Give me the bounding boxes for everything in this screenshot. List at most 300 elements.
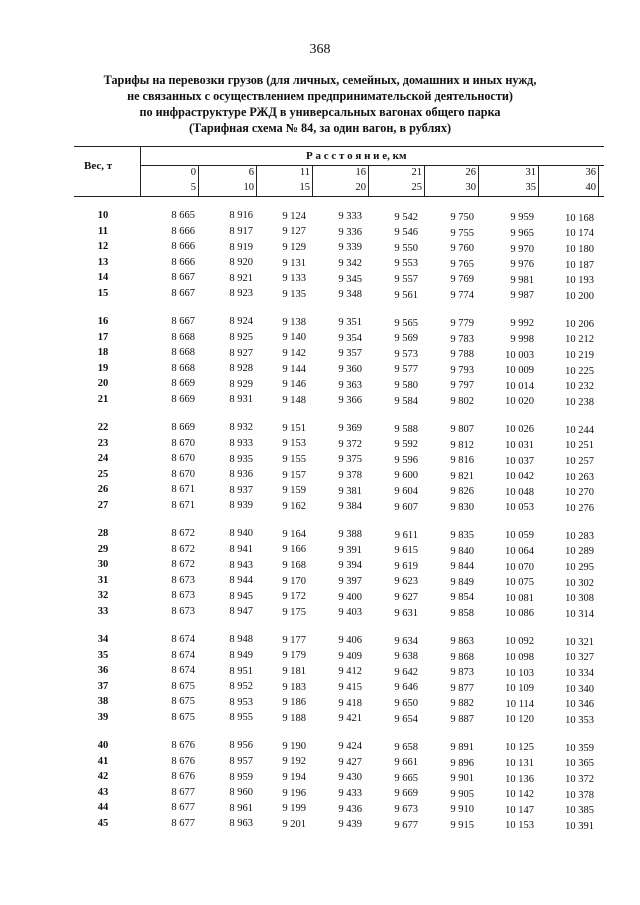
tariff-cell: 9 769 [450, 274, 474, 286]
tariff-cell: 9 415 [338, 681, 362, 693]
tariff-cell: 10 283 [565, 530, 594, 542]
tariff-cell: 8 947 [229, 606, 253, 618]
tariff-cell: 9 181 [282, 665, 306, 677]
tariff-cell: 9 970 [510, 243, 534, 255]
table-row [0, 802, 640, 817]
tariff-cell: 8 961 [229, 802, 253, 814]
title-line-2: не связанных с осуществлением предпринимательской деятельности) [127, 89, 513, 103]
tariff-cell: 9 124 [282, 210, 306, 222]
tariff-cell: 8 959 [229, 771, 253, 783]
tariff-cell: 8 677 [171, 786, 195, 798]
tariff-cell: 9 557 [394, 273, 418, 285]
tariff-cell: 9 669 [394, 788, 418, 800]
tariff-cell: 9 164 [282, 528, 306, 540]
tariff-cell: 9 835 [450, 530, 474, 541]
tariff-cell: 9 592 [394, 439, 418, 451]
distance-range-to: 15 [299, 182, 310, 193]
tariff-cell: 10 212 [565, 334, 594, 346]
distance-column-divider [424, 165, 425, 196]
tariff-cell: 8 677 [171, 818, 195, 829]
weight-cell: 12 [97, 241, 109, 253]
tariff-cell: 9 858 [450, 608, 474, 619]
weight-cell: 39 [97, 712, 109, 723]
weight-cell: 45 [97, 818, 109, 829]
tariff-cell: 9 133 [282, 273, 306, 285]
tariff-cell: 9 887 [450, 714, 474, 725]
tariff-cell: 9 788 [450, 349, 474, 361]
tariff-cell: 10 009 [505, 365, 534, 377]
tariff-cell: 8 935 [229, 453, 253, 465]
tariff-cell: 9 151 [282, 422, 306, 434]
table-row [0, 363, 640, 378]
tariff-cell: 8 917 [229, 225, 253, 237]
distance-column-divider [312, 165, 313, 196]
tariff-cell: 9 433 [338, 787, 362, 799]
distance-header-rule [140, 165, 604, 166]
tariff-cell: 9 194 [282, 771, 306, 783]
weight-cell: 37 [97, 680, 109, 692]
tariff-cell: 9 901 [450, 773, 474, 785]
tariff-cell: 9 170 [282, 575, 306, 587]
tariff-cell: 10 109 [505, 683, 534, 695]
tariff-cell: 8 672 [171, 528, 195, 539]
tariff-cell: 8 669 [171, 378, 195, 390]
tariff-cell: 10 276 [565, 502, 594, 514]
tariff-cell: 9 627 [394, 591, 418, 603]
weight-cell: 33 [97, 606, 109, 617]
tariff-cell: 9 607 [394, 501, 418, 513]
tariff-cell: 8 920 [229, 257, 253, 269]
tariff-cell: 9 987 [510, 290, 534, 302]
weight-cell: 27 [97, 500, 109, 511]
table-row [0, 347, 640, 362]
tariff-cell: 8 948 [229, 634, 253, 646]
tariff-cell: 10 075 [505, 577, 534, 589]
weight-cell: 24 [97, 453, 109, 465]
tariff-cell: 9 162 [282, 500, 306, 512]
tariff-cell: 10 257 [565, 455, 594, 467]
tariff-cell: 8 956 [229, 740, 253, 752]
tariff-cell: 8 673 [171, 606, 195, 617]
tariff-cell: 10 251 [565, 440, 594, 452]
weight-cell: 40 [97, 740, 109, 751]
tariff-cell: 10 064 [505, 545, 534, 557]
weight-cell: 34 [97, 634, 109, 645]
tariff-cell: 10 314 [565, 608, 594, 620]
distance-column-divider [256, 165, 257, 196]
tariff-cell: 10 103 [505, 667, 534, 679]
distance-column-divider [478, 165, 479, 196]
tariff-cell: 8 949 [229, 649, 253, 661]
tariff-cell: 9 375 [338, 454, 362, 466]
distance-range-to: 25 [411, 182, 422, 193]
tariff-cell: 9 357 [338, 348, 362, 360]
distance-range-to: 30 [465, 182, 476, 193]
tariff-cell: 8 673 [171, 574, 195, 586]
tariff-cell: 8 929 [229, 378, 253, 390]
tariff-cell: 9 129 [282, 241, 306, 253]
tariff-cell: 8 923 [229, 288, 253, 300]
tariff-cell: 9 821 [450, 470, 474, 482]
distance-range-to: 5 [190, 182, 196, 193]
table-row [0, 484, 640, 499]
table-row [0, 590, 640, 605]
tariff-cell: 10 263 [565, 471, 594, 483]
tariff-cell: 10 180 [565, 243, 594, 255]
weight-cell: 29 [97, 543, 109, 555]
tariff-cell: 8 671 [171, 500, 195, 511]
distance-column-divider [198, 165, 199, 196]
tariff-cell: 9 144 [282, 363, 306, 375]
tariff-cell: 9 177 [282, 634, 306, 646]
tariff-cell: 10 200 [565, 290, 594, 302]
tariff-cell: 9 891 [450, 742, 474, 753]
table-row [0, 681, 640, 696]
tariff-cell: 8 667 [171, 288, 195, 299]
tariff-cell: 10 086 [505, 608, 534, 620]
weight-cell: 26 [97, 484, 109, 496]
tariff-cell: 9 553 [394, 258, 418, 270]
weight-cell: 42 [97, 771, 109, 783]
tariff-cell: 9 830 [450, 502, 474, 513]
tariff-cell: 8 669 [171, 422, 195, 433]
tariff-cell: 9 816 [450, 455, 474, 467]
weight-cell: 11 [98, 225, 108, 237]
tariff-cell: 9 965 [510, 227, 534, 239]
tariff-cell: 9 915 [450, 820, 474, 831]
tariff-cell: 9 172 [282, 591, 306, 603]
tariff-cell: 8 675 [171, 680, 195, 692]
tariff-cell: 10 053 [505, 502, 534, 514]
tariff-cell: 10 289 [565, 546, 594, 558]
weight-cell: 10 [97, 210, 109, 221]
title-line-1: Тарифы на перевозки грузов (для личных, семейных, домашних и иных нужд, [103, 73, 537, 87]
tariff-cell: 10 020 [505, 396, 534, 408]
tariff-cell: 9 403 [338, 607, 362, 619]
distance-range-from: 36 [585, 167, 596, 178]
tariff-cell: 8 670 [171, 468, 195, 480]
distance-range-to: 10 [243, 182, 254, 193]
tariff-cell: 9 905 [450, 788, 474, 800]
tariff-cell: 8 667 [171, 272, 195, 284]
tariff-cell: 9 394 [338, 560, 362, 572]
tariff-cell: 10 114 [505, 698, 534, 710]
weight-cell: 22 [97, 422, 109, 433]
weight-cell: 18 [97, 347, 109, 359]
tariff-cell: 8 944 [229, 575, 253, 587]
tariff-cell: 9 577 [394, 364, 418, 376]
tariff-cell: 8 960 [229, 787, 253, 799]
tariff-cell: 8 963 [229, 818, 253, 830]
distance-range-from: 6 [248, 167, 254, 178]
tariff-cell: 9 596 [394, 454, 418, 466]
tariff-cell: 9 421 [338, 713, 362, 725]
tariff-cell: 8 955 [229, 712, 253, 724]
tariff-cell: 9 765 [450, 258, 474, 270]
tariff-cell: 9 844 [450, 561, 474, 573]
weight-cell: 15 [97, 288, 109, 299]
tariff-cell: 9 565 [394, 317, 418, 329]
table-row [0, 634, 640, 649]
tariff-cell: 9 797 [450, 380, 474, 392]
weight-header: Вес, т [84, 160, 113, 172]
table-row [0, 528, 640, 543]
weight-cell: 36 [97, 665, 109, 677]
tariff-cell: 8 933 [229, 437, 253, 449]
tariff-cell: 9 588 [394, 423, 418, 435]
table-row [0, 422, 640, 437]
tariff-cell: 9 192 [282, 756, 306, 768]
tariff-cell: 10 098 [505, 651, 534, 663]
tariff-cell: 9 175 [282, 606, 306, 618]
tariff-cell: 9 183 [282, 681, 306, 693]
distance-header: Р а с с т о я н и е, км [306, 150, 407, 162]
tariff-cell: 9 179 [282, 650, 306, 662]
table-row [0, 544, 640, 559]
tariff-cell: 9 863 [450, 636, 474, 647]
table-row [0, 332, 640, 347]
tariff-cell: 8 668 [171, 347, 195, 359]
table-row [0, 787, 640, 802]
tariff-cell: 8 921 [229, 272, 253, 284]
tariff-cell: 9 677 [394, 819, 418, 831]
weight-cell: 23 [97, 437, 109, 449]
weight-cell: 41 [97, 755, 109, 767]
table-row [0, 272, 640, 287]
table-row [0, 606, 640, 621]
table-row [0, 438, 640, 453]
page-number: 368 [309, 42, 331, 57]
tariff-cell: 10 120 [505, 714, 534, 726]
tariff-cell: 8 673 [171, 590, 195, 602]
tariff-cell: 8 672 [171, 559, 195, 571]
tariff-cell: 10 142 [505, 789, 534, 801]
tariff-cell: 8 952 [229, 681, 253, 693]
tariff-cell: 9 418 [338, 697, 362, 709]
tariff-cell: 9 807 [450, 424, 474, 435]
tariff-cell: 9 623 [394, 576, 418, 588]
tariff-cell: 8 941 [229, 543, 253, 555]
tariff-cell: 9 127 [282, 226, 306, 238]
tariff-cell: 9 360 [338, 363, 362, 375]
tariff-cell: 10 174 [565, 228, 594, 240]
table-row [0, 288, 640, 303]
tariff-cell: 9 634 [394, 635, 418, 647]
tariff-cell: 9 409 [338, 650, 362, 662]
weight-cell: 14 [97, 272, 109, 284]
tariff-cell: 10 125 [505, 742, 534, 754]
tariff-cell: 9 654 [394, 713, 418, 725]
tariff-cell: 9 378 [338, 469, 362, 481]
tariff-cell: 10 346 [565, 699, 594, 711]
tariff-cell: 8 668 [171, 362, 195, 374]
weight-cell: 44 [97, 802, 109, 814]
table-row [0, 650, 640, 665]
weight-cell: 20 [97, 378, 109, 390]
tariff-cell: 10 136 [505, 773, 534, 785]
tariff-cell: 9 155 [282, 453, 306, 465]
tariff-cell: 10 244 [565, 424, 594, 436]
tariff-cell: 9 345 [338, 273, 362, 285]
tariff-cell: 9 336 [338, 226, 362, 238]
tariff-cell: 10 037 [505, 455, 534, 467]
tariff-cell: 9 142 [282, 347, 306, 359]
distance-range-to: 35 [525, 182, 536, 193]
tariff-cell: 10 168 [565, 212, 594, 224]
table-row [0, 257, 640, 272]
table-row [0, 818, 640, 833]
tariff-cell: 8 666 [171, 241, 195, 253]
table-row [0, 394, 640, 409]
tariff-cell: 10 365 [565, 758, 594, 770]
tariff-cell: 9 384 [338, 501, 362, 513]
tariff-cell: 8 927 [229, 347, 253, 359]
tariff-cell: 10 048 [505, 486, 534, 498]
table-header-bottom-rule [74, 196, 604, 197]
tariff-cell: 9 849 [450, 576, 474, 588]
tariff-cell: 9 381 [338, 485, 362, 497]
tariff-cell: 9 397 [338, 575, 362, 587]
tariff-cell: 9 868 [450, 651, 474, 663]
tariff-cell: 8 675 [171, 696, 195, 708]
table-row [0, 756, 640, 771]
tariff-cell: 9 190 [282, 740, 306, 752]
tariff-cell: 10 327 [565, 652, 594, 664]
tariff-cell: 10 219 [565, 349, 594, 361]
distance-range-from: 0 [190, 167, 196, 178]
tariff-cell: 8 916 [229, 210, 253, 222]
tariff-cell: 10 334 [565, 667, 594, 679]
tariff-cell: 8 937 [229, 484, 253, 496]
weight-cell: 43 [97, 786, 109, 798]
weight-cell: 13 [97, 256, 109, 268]
tariff-cell: 9 430 [338, 772, 362, 784]
tariff-cell: 10 131 [505, 757, 534, 769]
tariff-cell: 8 667 [171, 316, 195, 327]
tariff-cell: 9 877 [450, 682, 474, 694]
tariff-cell: 9 760 [450, 243, 474, 255]
tariff-cell: 9 188 [282, 712, 306, 724]
table-row [0, 469, 640, 484]
tariff-cell: 9 959 [510, 212, 534, 224]
tariff-cell: 9 642 [394, 666, 418, 678]
tariff-cell: 9 779 [450, 318, 474, 329]
tariff-cell: 10 232 [565, 381, 594, 393]
tariff-cell: 9 580 [394, 379, 418, 391]
tariff-cell: 9 673 [394, 803, 418, 815]
tariff-cell: 9 661 [394, 757, 418, 769]
tariff-cell: 8 666 [171, 225, 195, 237]
tariff-cell: 8 936 [229, 469, 253, 481]
tariff-cell: 8 931 [229, 394, 253, 406]
tariff-cell: 8 939 [229, 500, 253, 512]
tariff-cell: 10 059 [505, 530, 534, 542]
tariff-cell: 8 957 [229, 755, 253, 767]
tariff-cell: 8 674 [171, 665, 195, 677]
tariff-cell: 10 042 [505, 471, 534, 483]
tariff-cell: 9 802 [450, 396, 474, 407]
tariff-cell: 10 308 [565, 593, 594, 605]
tariff-cell: 9 146 [282, 379, 306, 391]
tariff-cell: 8 945 [229, 590, 253, 602]
table-top-rule [74, 146, 604, 147]
tariff-cell: 9 665 [394, 772, 418, 784]
tariff-cell: 10 302 [565, 577, 594, 589]
tariff-cell: 10 391 [565, 820, 594, 832]
tariff-cell: 9 333 [338, 211, 362, 223]
weight-cell: 19 [97, 362, 109, 374]
tariff-cell: 9 354 [338, 332, 362, 344]
tariff-cell: 8 668 [171, 331, 195, 343]
tariff-cell: 9 348 [338, 289, 362, 301]
tariff-cell: 9 646 [394, 682, 418, 694]
tariff-cell: 9 148 [282, 394, 306, 406]
tariff-cell: 8 932 [229, 422, 253, 434]
tariff-cell: 8 953 [229, 696, 253, 708]
tariff-cell: 9 166 [282, 544, 306, 556]
weight-cell: 32 [97, 590, 109, 602]
tariff-cell: 9 976 [510, 259, 534, 271]
tariff-cell: 8 924 [229, 316, 253, 328]
distance-range-from: 31 [525, 167, 536, 178]
tariff-cell: 10 340 [565, 683, 594, 695]
tariff-cell: 8 671 [171, 484, 195, 496]
distance-range-from: 11 [299, 167, 310, 178]
tariff-cell: 9 755 [450, 227, 474, 239]
tariff-cell: 10 026 [505, 424, 534, 436]
tariff-cell: 8 670 [171, 453, 195, 465]
weight-cell: 38 [97, 696, 109, 708]
distance-range-to: 40 [585, 182, 596, 193]
table-row [0, 500, 640, 515]
tariff-cell: 9 196 [282, 787, 306, 799]
tariff-cell: 8 675 [171, 712, 195, 723]
tariff-cell: 8 925 [229, 331, 253, 343]
tariff-cell: 8 676 [171, 740, 195, 751]
tariff-cell: 9 427 [338, 756, 362, 768]
tariff-cell: 9 826 [450, 486, 474, 498]
tariff-cell: 9 650 [394, 697, 418, 709]
weight-column-divider [140, 146, 141, 196]
tariff-cell: 9 436 [338, 803, 362, 815]
tariff-cell: 9 573 [394, 348, 418, 360]
tariff-cell: 9 992 [510, 318, 534, 330]
tariff-cell: 10 081 [505, 592, 534, 604]
tariff-cell: 9 388 [338, 529, 362, 541]
weight-cell: 25 [97, 468, 109, 480]
distance-column-divider [538, 165, 539, 196]
tariff-cell: 8 670 [171, 437, 195, 449]
tariff-cell: 9 631 [394, 607, 418, 619]
tariff-cell: 8 940 [229, 528, 253, 540]
tariff-cell: 9 372 [338, 438, 362, 450]
tariff-cell: 8 677 [171, 802, 195, 814]
tariff-cell: 9 793 [450, 364, 474, 376]
tariff-cell: 10 353 [565, 714, 594, 726]
tariff-cell: 9 439 [338, 819, 362, 831]
tariff-cell: 9 363 [338, 379, 362, 391]
weight-cell: 31 [97, 574, 109, 586]
title-line-3: по инфраструктуре РЖД в универсальных вагонах общего парка [139, 105, 501, 119]
table-row [0, 241, 640, 256]
tariff-cell: 9 201 [282, 818, 306, 830]
tariff-cell: 9 584 [394, 395, 418, 407]
tariff-cell: 10 003 [505, 349, 534, 361]
tariff-cell: 10 070 [505, 561, 534, 573]
tariff-cell: 8 928 [229, 363, 253, 375]
tariff-cell: 8 665 [171, 210, 195, 221]
tariff-cell: 9 391 [338, 544, 362, 556]
